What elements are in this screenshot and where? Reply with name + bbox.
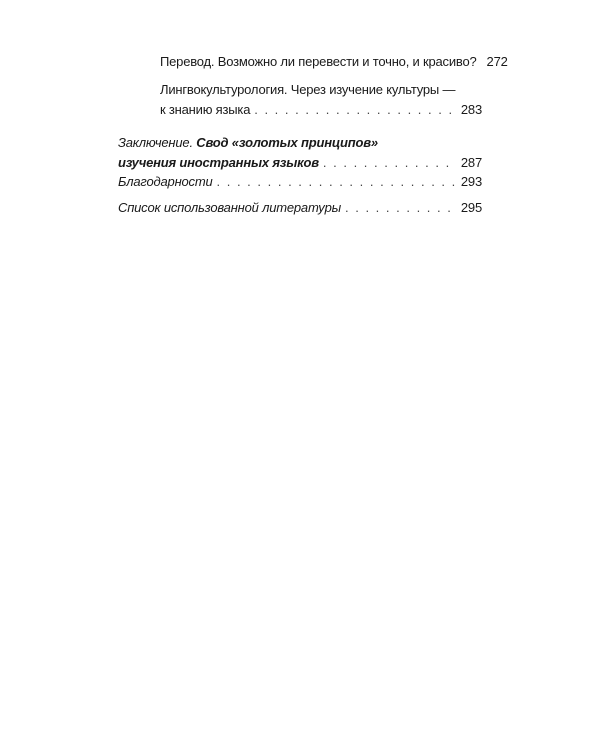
dot-leader — [345, 198, 455, 218]
toc-entry-title-line2: изучения иностранных языков — [118, 155, 319, 170]
toc-entry-title-line1: Лингвокультурология. Через изучение культуры — — [160, 82, 456, 97]
toc-entry-title: Список использованной литературы — [118, 200, 342, 215]
toc-entry-line — [160, 100, 482, 120]
toc-page-number: 283 — [460, 102, 482, 117]
toc-entry-title: Перевод. Возможно ли перевести и точно, и красиво? — [160, 54, 477, 69]
toc-entry-bibliography[interactable] — [118, 198, 482, 218]
toc-entry-title-line1 — [118, 133, 482, 153]
toc-entry-title-line2: к знанию языка — [160, 102, 251, 117]
toc-entry-prefix: Заключение. — [118, 135, 197, 150]
toc-entry-conclusion[interactable] — [118, 133, 482, 173]
toc-entry-line — [118, 153, 482, 173]
toc-entry-translation[interactable] — [160, 52, 508, 72]
toc-entry-title: Благодарности — [118, 174, 213, 189]
toc-entry-acknowledgements[interactable] — [118, 172, 482, 192]
dot-leader — [323, 153, 455, 173]
toc-page-number: 293 — [460, 174, 482, 189]
toc-entry-line — [160, 52, 508, 72]
dot-leader — [217, 172, 455, 192]
toc-entry-title-bold: Свод «золотых принципов» — [196, 135, 378, 150]
toc-entry-linguoculturology[interactable] — [160, 80, 482, 120]
toc-page-number: 295 — [460, 200, 482, 215]
toc-entry-line — [118, 198, 482, 218]
toc-entry-line — [118, 172, 482, 192]
dot-leader — [254, 100, 455, 120]
toc-page-number: 272 — [486, 54, 508, 69]
toc-page-number: 287 — [460, 155, 482, 170]
